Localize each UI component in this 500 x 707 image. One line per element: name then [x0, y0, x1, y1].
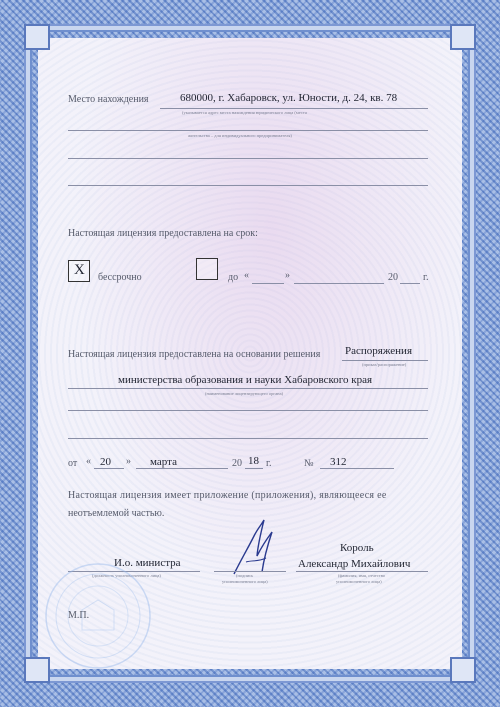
field-line	[68, 130, 428, 131]
address-caption: жительства – для индивидуального предпринимателя)	[188, 133, 292, 138]
name-caption: уполномоченного лица)	[336, 579, 382, 584]
signature-caption: уполномоченного лица)	[222, 579, 268, 584]
corner-ornament	[450, 657, 476, 683]
date-day: 20	[100, 456, 111, 468]
field-line	[68, 158, 428, 159]
field-line	[296, 571, 428, 572]
date-month: марта	[150, 456, 177, 468]
field-line	[252, 283, 284, 284]
checkbox-mark: X	[74, 262, 85, 278]
close-quote: »	[285, 270, 290, 281]
basis-authority-caption: (наименование лицензирующего органа)	[205, 391, 284, 396]
appendix-line-2: неотъемлемой частью.	[68, 508, 165, 519]
close-quote: »	[126, 456, 131, 467]
signatory-surname: Король	[340, 542, 374, 554]
indefinite-checkbox	[68, 260, 90, 282]
address-value: 680000, г. Хабаровск, ул. Юности, д. 24, кв. 78	[180, 92, 398, 104]
indefinite-label: бессрочно	[98, 272, 142, 283]
address-label: Место нахождения	[68, 94, 149, 105]
basis-type-caption: (приказ/распоряжение)	[362, 362, 407, 367]
year-suffix: г.	[423, 272, 429, 283]
official-seal-watermark	[42, 560, 154, 672]
signatory-given-names: Александр Михайлович	[298, 558, 411, 570]
license-number: 312	[330, 456, 347, 468]
field-line	[214, 571, 286, 572]
open-quote: «	[86, 456, 91, 467]
field-line	[68, 185, 428, 186]
field-line	[136, 468, 228, 469]
field-line	[68, 388, 428, 389]
field-line	[68, 410, 428, 411]
field-line	[160, 108, 428, 109]
corner-ornament	[450, 24, 476, 50]
basis-authority: министерства образования и науки Хабаровского края	[118, 374, 373, 386]
date-year-prefix: 20	[232, 458, 242, 469]
field-line	[320, 468, 394, 469]
field-line	[294, 283, 384, 284]
term-label: Настоящая лицензия предоставлена на срок:	[68, 228, 258, 239]
field-line	[68, 438, 428, 439]
date-year-suffix: г.	[266, 458, 272, 469]
name-caption: (фамилия, имя, отчество	[338, 573, 386, 578]
until-checkbox	[196, 258, 218, 280]
basis-label: Настоящая лицензия предоставлена на основании решения	[68, 349, 321, 360]
field-line	[400, 283, 420, 284]
year-prefix: 20	[388, 272, 398, 283]
stamp-place-label: М.П.	[68, 610, 90, 621]
signature-caption: (подпись	[236, 573, 254, 578]
date-from-label: от	[68, 458, 78, 469]
number-sign: №	[304, 458, 314, 469]
until-label: до	[228, 272, 239, 283]
basis-type: Распоряжения	[345, 345, 412, 357]
field-line	[342, 360, 428, 361]
field-line	[245, 468, 263, 469]
position-caption: (должность уполномоченного лица)	[92, 573, 161, 578]
signatory-position: И.о. министра	[114, 557, 181, 569]
appendix-line-1: Настоящая лицензия имеет приложение (приложения), являющееся ее	[68, 490, 387, 501]
field-line	[94, 468, 124, 469]
date-year: 18	[248, 455, 259, 467]
open-quote: «	[244, 270, 249, 281]
address-caption: (указывается адрес места нахождения юридического лица (места	[182, 110, 307, 115]
corner-ornament	[24, 24, 50, 50]
